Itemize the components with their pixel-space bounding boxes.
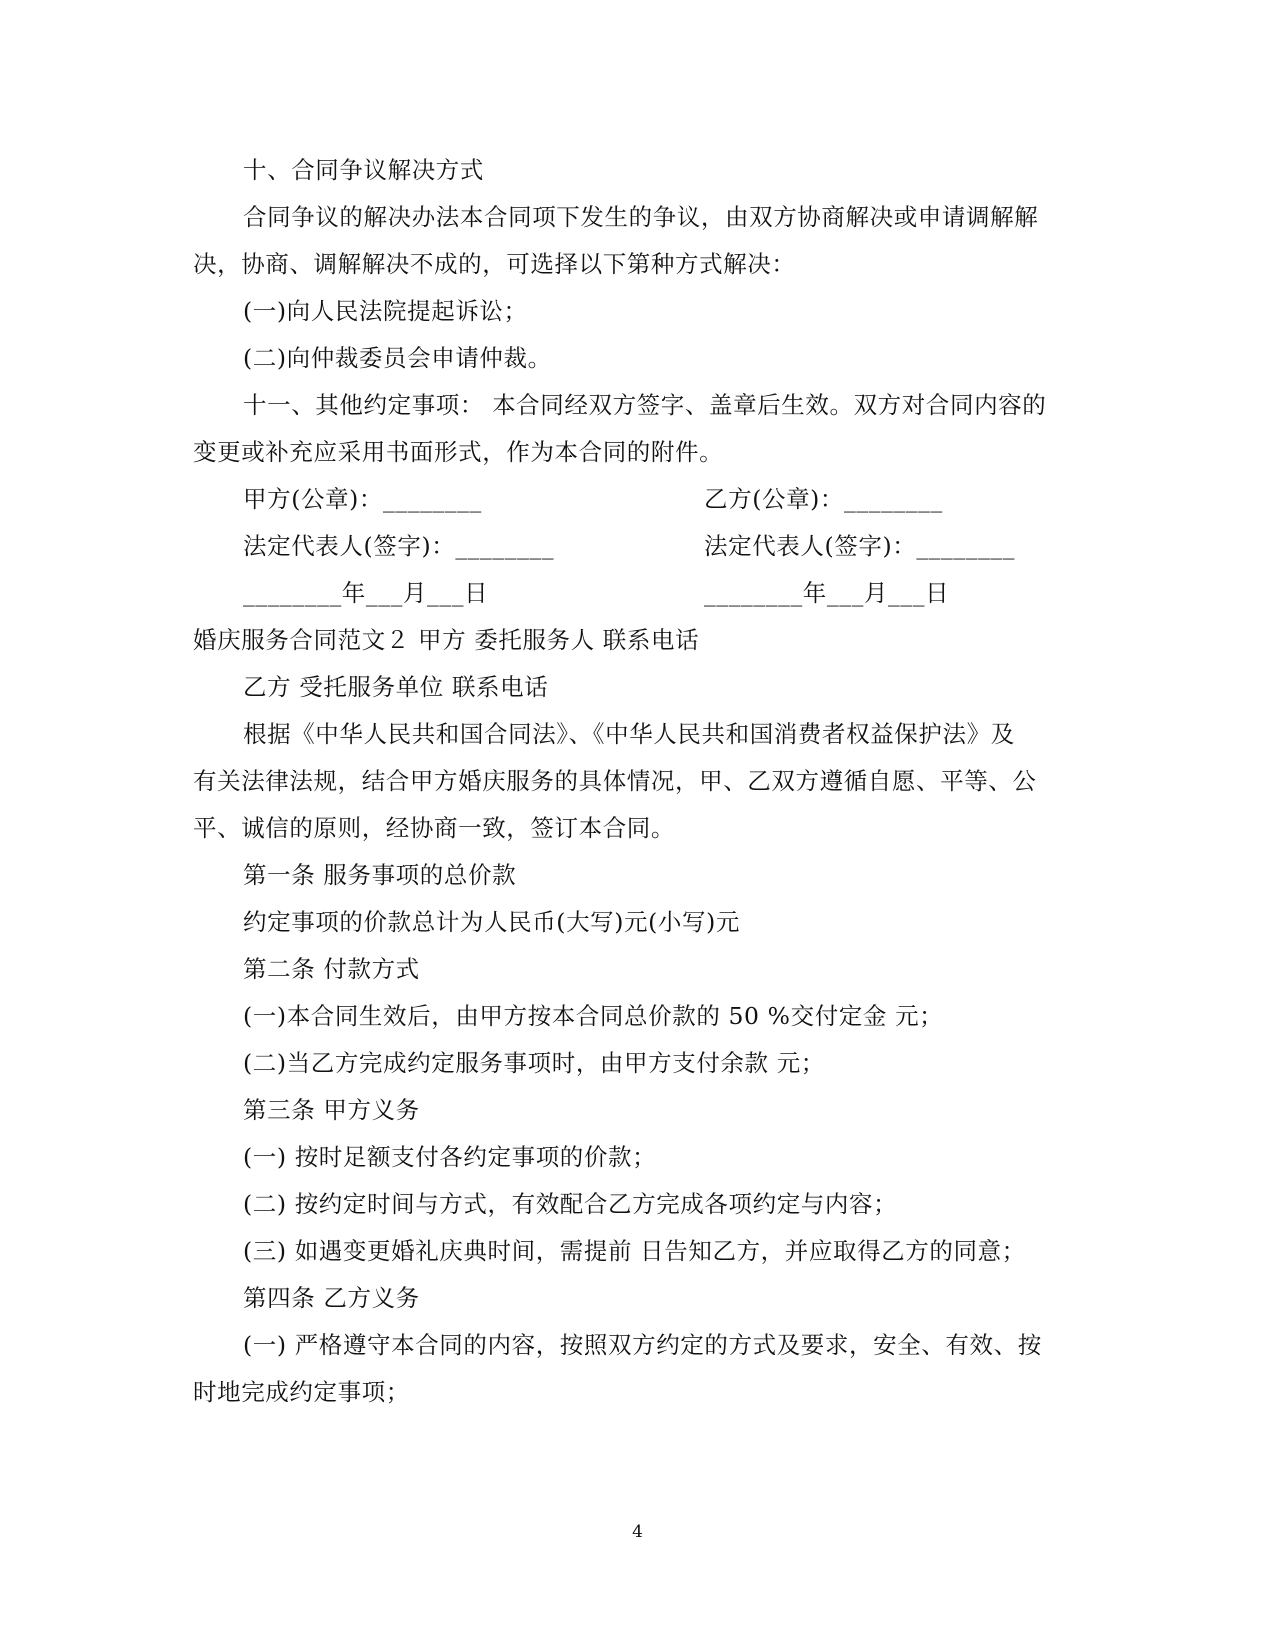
paragraph-line: 平、诚信的原则，经协商一致，签订本合同。: [193, 814, 675, 842]
paragraph-line: 根据《中华人民共和国合同法》、《中华人民共和国消费者权益保护法》及: [243, 720, 1015, 748]
list-item: (二)向仲裁委员会申请仲裁。: [243, 344, 552, 372]
paragraph-line: 决，协商、调解解决不成的，可选择以下第种方式解决：: [193, 250, 796, 278]
list-item: (二) 按约定时间与方式，有效配合乙方完成各项约定与内容；: [243, 1190, 898, 1218]
section-heading-other: 十一、其他约定事项： 本合同经双方签字、盖章后生效。双方对合同内容的: [243, 391, 1047, 419]
list-item: (一)本合同生效后，由甲方按本合同总价款的 50 %交付定金 元；: [243, 1002, 944, 1030]
paragraph-line: 约定事项的价款总计为人民币(大写)元(小写)元: [243, 908, 740, 936]
party-b-seal-field: 乙方(公章)：________: [704, 485, 943, 513]
article-heading: 第三条 甲方义务: [243, 1096, 420, 1124]
party-a-date-field: ________年___月___日: [243, 579, 489, 607]
party-b-date-field: ________年___月___日: [704, 579, 950, 607]
article-heading: 第四条 乙方义务: [243, 1284, 420, 1312]
party-a-seal-field: 甲方(公章)：________: [243, 485, 482, 513]
paragraph-line: 时地完成约定事项；: [193, 1378, 410, 1406]
party-a-representative-field: 法定代表人(签字)：________: [243, 532, 555, 560]
list-item: (一)向人民法院提起诉讼；: [243, 297, 528, 325]
paragraph-line: 合同争议的解决办法本合同项下发生的争议，由双方协商解决或申请调解解: [243, 203, 1039, 231]
list-item: (一) 按时足额支付各约定事项的价款；: [243, 1143, 657, 1171]
list-item: (三) 如遇变更婚礼庆典时间，需提前 日告知乙方，并应取得乙方的同意；: [243, 1237, 1026, 1265]
article-heading: 第二条 付款方式: [243, 955, 420, 983]
section-heading-dispute: 十、合同争议解决方式: [243, 156, 484, 184]
page-number: 4: [632, 1522, 643, 1542]
paragraph-line: 有关法律法规，结合甲方婚庆服务的具体情况，甲、乙双方遵循自愿、平等、公: [193, 767, 1037, 795]
list-item: (二)当乙方完成约定服务事项时，由甲方支付余款 元；: [243, 1049, 825, 1077]
article-heading: 第一条 服务事项的总价款: [243, 861, 517, 889]
paragraph-line: 乙方 受托服务单位 联系电话: [243, 673, 549, 701]
paragraph-line: 变更或补充应采用书面形式，作为本合同的附件。: [193, 438, 724, 466]
party-b-representative-field: 法定代表人(签字)：________: [704, 532, 1016, 560]
list-item: (一) 严格遵守本合同的内容，按照双方约定的方式及要求，安全、有效、按: [243, 1331, 1042, 1359]
contract-title-line: 婚庆服务合同范文２ 甲方 委托服务人 联系电话: [193, 626, 700, 654]
